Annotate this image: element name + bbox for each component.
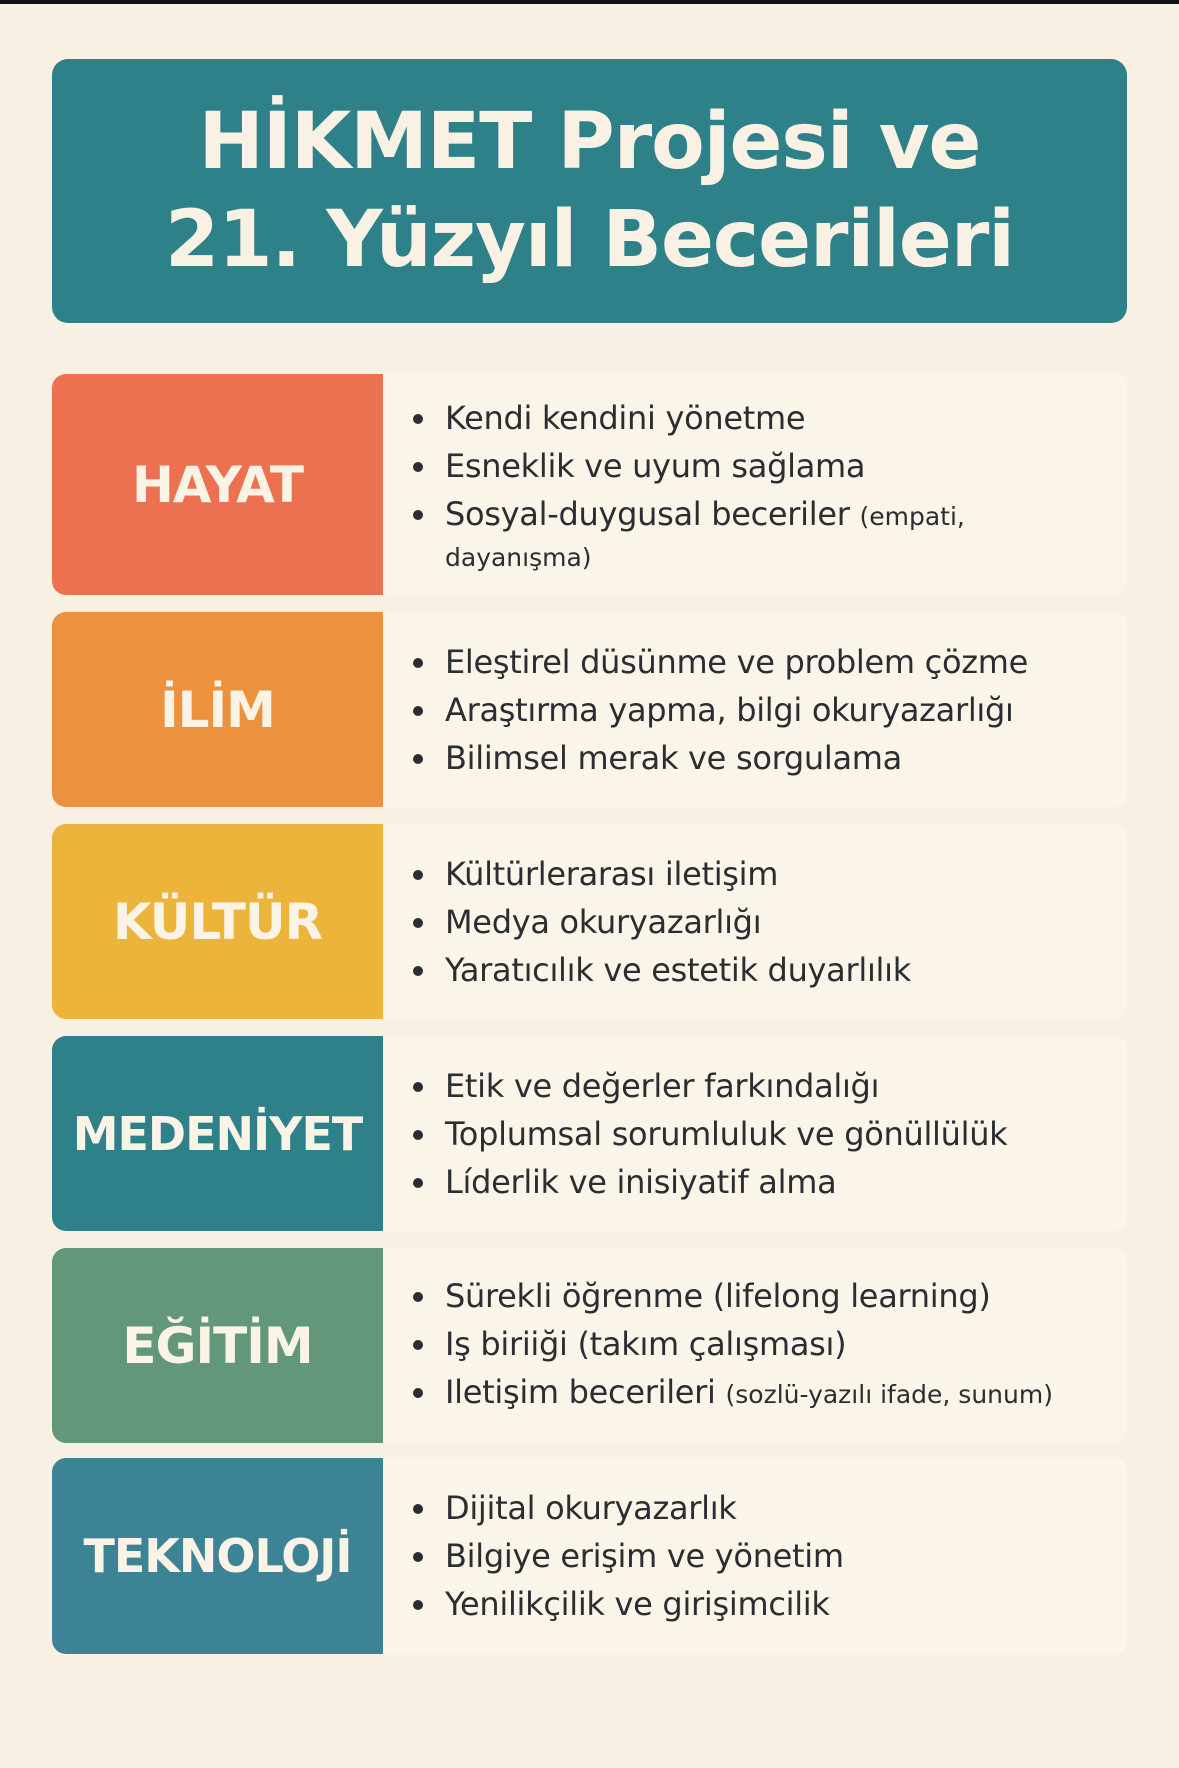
skill-list-teknoloji	[383, 1484, 844, 1628]
category-label-medeniyet: MEDENİYET	[72, 1106, 363, 1161]
list-item: Sürekli öğrenme (lifelong learning)	[445, 1272, 1053, 1320]
list-item: Sosyal-duygusal beceriler (empati, dayanışma)	[445, 490, 965, 575]
list-item: Dijital okuryazarlık	[445, 1484, 844, 1532]
list-item: Toplumsal sorumluluk ve gönüllülük	[445, 1110, 1007, 1158]
list-item: Yaratıcılık ve estetik duyarlılık	[445, 946, 911, 994]
list-item: Esneklik ve uyum sağlama	[445, 442, 965, 490]
category-items-ilim	[383, 612, 1127, 807]
category-items-medeniyet	[383, 1036, 1127, 1231]
list-item: Iletişim becerileri (sozlü-yazılı ifade, sunum)	[445, 1368, 1053, 1419]
item-note-continued: dayanışma)	[445, 543, 592, 572]
category-label-egitim: EĞİTİM	[122, 1316, 313, 1375]
category-row-ilim	[52, 612, 1127, 807]
category-label-ilim: İLİM	[160, 680, 275, 739]
category-items-hayat	[383, 374, 1127, 595]
list-item: Eleştirel düsünme ve problem çözme	[445, 638, 1028, 686]
list-item: Medya okuryazarlığı	[445, 898, 911, 946]
list-item: Araştırma yapma, bilgi okuryazarlığı	[445, 686, 1028, 734]
skill-list-kultur	[383, 850, 911, 994]
category-label-box-kultur	[52, 824, 383, 1019]
list-item: Kültürlerarası iletişim	[445, 850, 911, 898]
category-items-egitim	[383, 1248, 1127, 1443]
skill-list-ilim	[383, 638, 1028, 782]
category-label-box-teknoloji	[52, 1458, 383, 1654]
list-item: Iş biriiği (takım çalışması)	[445, 1320, 1053, 1368]
category-label-teknoloji: TEKNOLOJİ	[83, 1529, 352, 1583]
skill-list-egitim	[383, 1272, 1053, 1419]
category-row-teknoloji	[52, 1458, 1127, 1654]
list-item: Líderlik ve inisiyatif alma	[445, 1158, 1007, 1206]
list-item: Kendi kendini yönetme	[445, 394, 965, 442]
page-title-line-2: 21. Yüzyıl Becerileri	[164, 195, 1015, 285]
skill-list-medeniyet	[383, 1062, 1007, 1206]
category-items-kultur	[383, 824, 1127, 1019]
category-row-medeniyet	[52, 1036, 1127, 1231]
category-label-hayat: HAYAT	[131, 455, 304, 514]
skill-list-hayat	[383, 394, 965, 575]
list-item: Bilgiye erişim ve yönetim	[445, 1532, 844, 1580]
category-row-hayat	[52, 374, 1127, 595]
category-label-box-hayat	[52, 374, 383, 595]
category-label-box-ilim	[52, 612, 383, 807]
title-banner	[52, 59, 1127, 323]
list-item: Etik ve değerler farkındalığı	[445, 1062, 1007, 1110]
item-note: (empati,	[859, 502, 965, 531]
category-label-box-egitim	[52, 1248, 383, 1443]
page-title-line-1: HİKMET Projesi ve	[198, 97, 981, 187]
category-label-box-medeniyet	[52, 1036, 383, 1231]
category-row-egitim	[52, 1248, 1127, 1443]
item-note: (sozlü-yazılı ifade, sunum)	[725, 1380, 1053, 1409]
category-label-kultur: KÜLTÜR	[112, 892, 323, 951]
category-items-teknoloji	[383, 1458, 1127, 1654]
list-item: Yenilikçilik ve girişimcilik	[445, 1580, 844, 1628]
category-row-kultur	[52, 824, 1127, 1019]
list-item: Bilimsel merak ve sorgulama	[445, 734, 1028, 782]
top-edge	[0, 0, 1179, 4]
